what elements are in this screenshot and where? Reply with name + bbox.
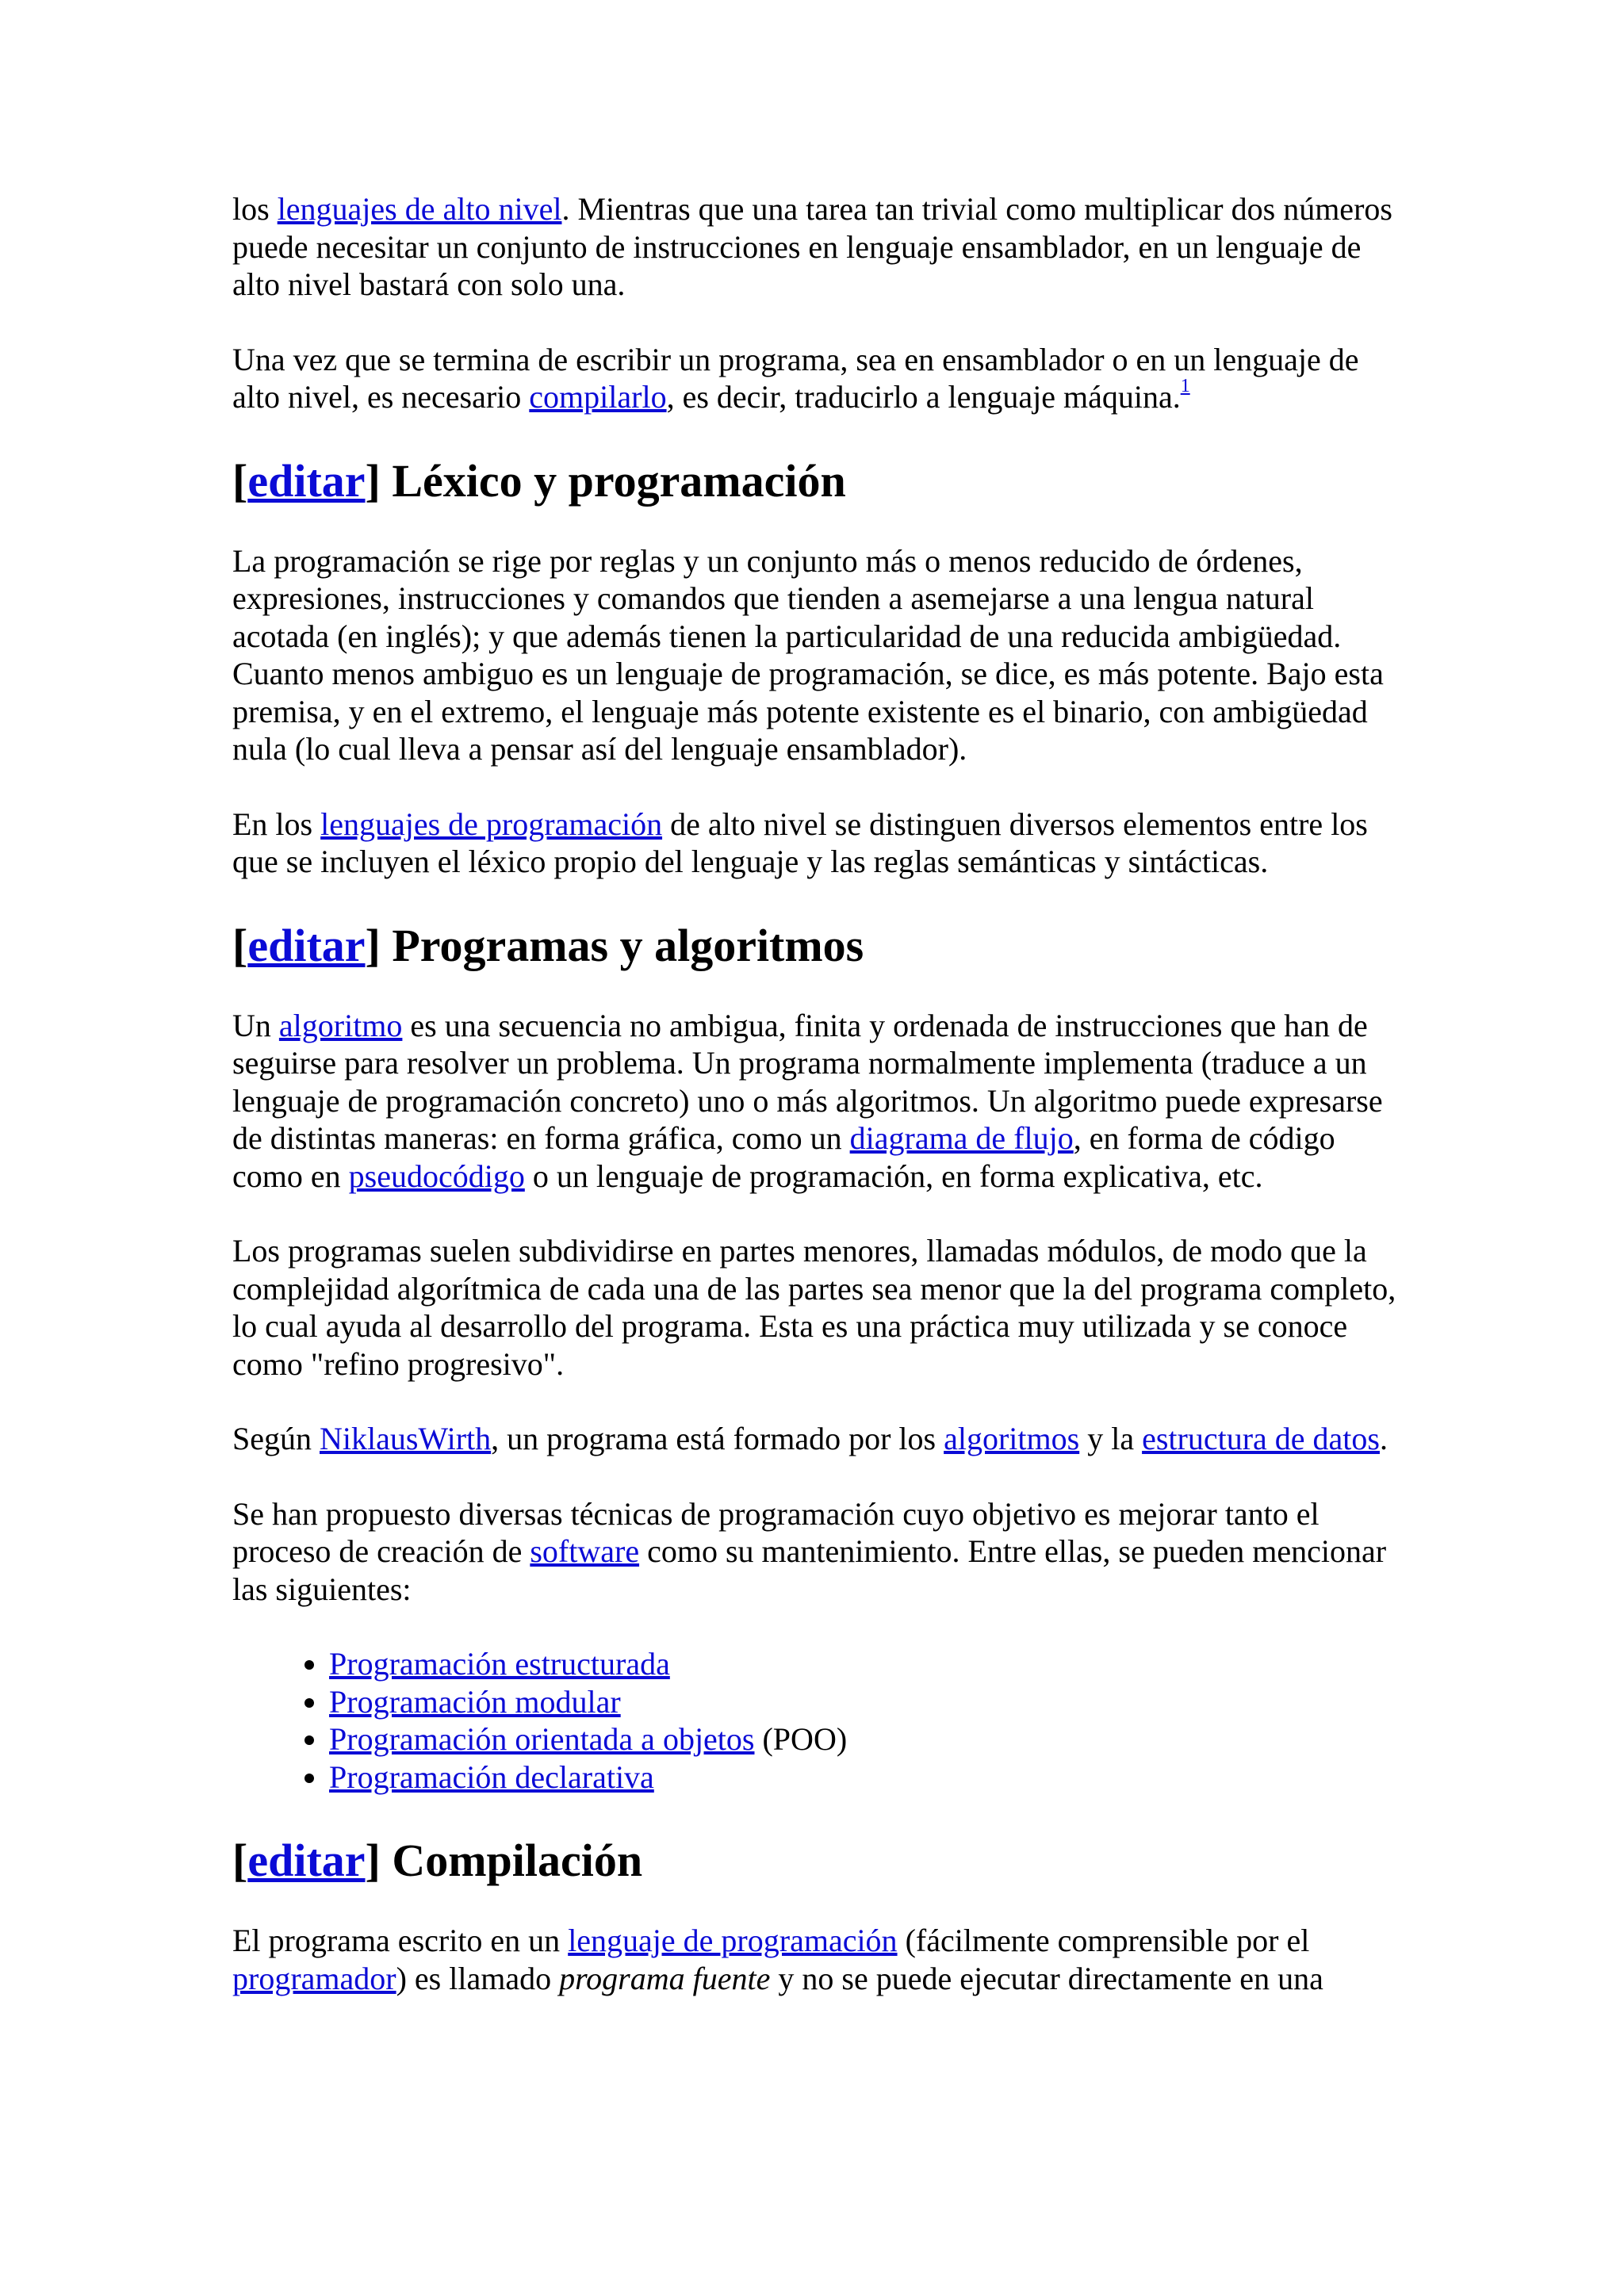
link-pseudocodigo[interactable]: pseudocódigo [348,1158,525,1194]
heading-title: Programas y algoritmos [392,919,864,971]
link-diagrama-flujo[interactable]: diagrama de flujo [849,1120,1074,1156]
link-programacion-modular[interactable]: Programación modular [329,1683,621,1720]
link-lenguajes-alto-nivel[interactable]: lenguajes de alto nivel [277,191,562,227]
link-software[interactable]: software [530,1533,640,1569]
text: En los [232,806,321,842]
text: Una vez que se termina de escribir un programa, sea en ensamblador o en un lenguaje de alto nivel, es necesario [232,341,1359,415]
edit-link-lexico[interactable]: editar [247,454,366,507]
footnote-link-1[interactable]: 1 [1180,376,1190,396]
list-item [329,1645,1398,1683]
text: y no se puede ejecutar directamente en una [770,1960,1323,1996]
heading-title: Léxico y programación [392,454,846,507]
paragraph-algorithm [232,1007,1398,1196]
paragraph-elements [232,806,1398,881]
paragraph-compile [232,341,1398,416]
list-item [329,1683,1398,1721]
heading-title: Compilación [392,1835,643,1886]
link-algoritmo[interactable]: algoritmo [278,1007,403,1043]
paragraph-source-program [232,1922,1398,1997]
text: (POO) [754,1721,848,1757]
heading-compilacion: [editar] Compilación [232,1835,643,1886]
paragraph-techniques [232,1495,1398,1609]
link-algoritmos[interactable]: algoritmos [944,1421,1080,1456]
text: y la [1079,1421,1143,1456]
link-niklaus-wirth[interactable]: NiklausWirth [320,1421,492,1456]
text: o un lenguaje de programación, en forma explicativa, etc. [524,1158,1263,1194]
article-body [232,190,1398,2034]
techniques-list [232,1645,1398,1796]
text: los [232,191,278,227]
emphasis-programa-fuente: programa fuente [559,1960,771,1996]
link-programacion-orientada-objetos[interactable]: Programación orientada a objetos [329,1721,755,1757]
paragraph-high-level-languages [232,190,1398,304]
text: ) es llamado [396,1960,560,1996]
link-lenguajes-programacion[interactable]: lenguajes de programación [320,806,663,842]
text: es una secuencia no ambigua, finita y ordenada de instrucciones que han de seguirse para resolver un problema. Un programa normalmente implementa (traduce a un lenguaje de programación concreto) uno o más algoritmos. Un algoritmo puede expresarse de distintas maneras: en forma gráfica, como un [232,1007,1383,1156]
text: (fácilmente comprensible por el [897,1923,1310,1958]
link-programacion-declarativa[interactable]: Programación declarativa [329,1758,654,1795]
heading-lexico: [editar] Léxico y programación [232,454,846,507]
text: , es decir, traducirlo a lenguaje máquina. [666,379,1181,415]
text: El programa escrito en un [232,1923,569,1958]
link-programacion-estructurada[interactable]: Programación estructurada [329,1646,670,1682]
heading-programas: [editar] Programas y algoritmos [232,919,864,971]
text: Se han propuesto diversas técnicas de programación cuyo objetivo es mejorar tanto el proceso de creación de [232,1495,1320,1569]
link-compilarlo[interactable]: compilarlo [529,379,667,415]
paragraph-wirth [232,1420,1398,1458]
text: Según [232,1421,320,1456]
text: como su mantenimiento. Entre ellas, se pueden mencionar las siguientes: [232,1533,1387,1607]
text: . Mientras que una tarea tan trivial como multiplicar dos números puede necesitar un conjunto de instrucciones en lenguaje ensamblador, en un lenguaje de alto nivel bastará con solo una. [232,191,1392,302]
link-programador[interactable]: programador [232,1960,396,1996]
text: , en forma de código como en [232,1120,1335,1194]
link-estructura-datos[interactable]: estructura de datos [1142,1421,1380,1456]
text: de alto nivel se distinguen diversos elementos entre los que se incluyen el léxico propio del lenguaje y las reglas semánticas y sintácticas. [232,806,1368,879]
paragraph-modules: Los programas suelen subdividirse en partes menores, llamadas módulos, de modo que la complejidad algorítmica de cada una de las partes sea menor que la del programa completo, lo cual ayuda al desarrollo del programa. Esta es una práctica muy utilizada y se conoce como "refino progresivo". [232,1233,1396,1382]
edit-link-compilacion[interactable]: editar [247,1835,366,1886]
list-item [329,1720,1398,1758]
text: . [1379,1421,1388,1456]
text: Un [232,1007,279,1043]
footnote-ref [1181,376,1190,396]
paragraph-rules: La programación se rige por reglas y un conjunto más o menos reducido de órdenes, expresiones, instrucciones y comandos que tienden a asemejarse a una lengua natural acotada (en inglés); y que además tienen la particularidad de una reducida ambigüedad. Cuanto menos ambiguo es un lenguaje de programación, se dice, es más potente. Bajo esta premisa, y en el extremo, el lenguaje más potente existente es el binario, con ambigüedad nula (lo cual lleva a pensar así del lenguaje ensamblador). [232,542,1384,767]
edit-link-programas[interactable]: editar [247,919,366,971]
text: , un programa está formado por los [491,1421,944,1456]
link-lenguaje-programacion[interactable]: lenguaje de programación [568,1923,898,1958]
list-item [329,1758,1398,1797]
